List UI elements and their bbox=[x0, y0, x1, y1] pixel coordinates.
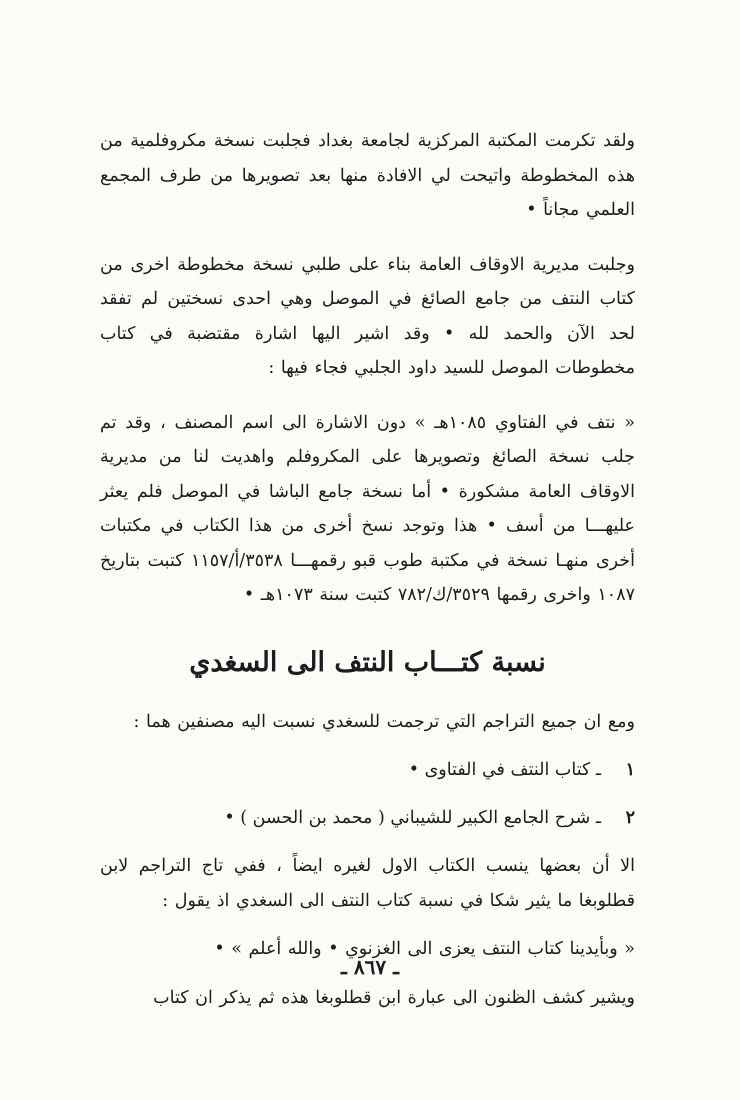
list-item bbox=[100, 801, 635, 835]
list-item-number: ١ bbox=[625, 760, 635, 780]
paragraph-ghaznawi-quote: « وبأيدينا كتاب النتف يعزى الى الغزنوي • والله أعلم » • bbox=[214, 939, 635, 959]
paragraph-kashf-al-zunun: ويشير كشف الظنون الى عبارة ابن قطلوبغا هذه ثم يذكر ان كتاب bbox=[153, 987, 635, 1008]
list-item-number: ٢ bbox=[625, 808, 635, 828]
list-item-text: ـ شرح الجامع الكبير للشيباني ( محمد بن الحسن ) • bbox=[224, 808, 601, 828]
paragraph-works-intro: ومع ان جميع التراجم التي ترجمت للسغدي نسبت اليه مصنفين هما : bbox=[133, 711, 635, 732]
paragraph-quotation-manuscripts: « نتف في الفتاوي ١٠٨٥هـ » دون الاشارة الى اسم المصنف ، وقد تم جلب نسخة الصائغ وتصويرها على المكروفلم واهديت لنا من مديرية الاوقاف العامة مشكورة • أما نسخة جامع الباشا في الموصل فلم يعثر عليهـــا من أسف • هذا وتوجد نسخ أخرى من هذا الكتاب في مكتبات أخرى منهـا نسخة في مكتبة طوب قبو رقمهـــا ٣٥٣٨/أ/١١٥٧ كتبت بتاريخ ١٠٨٧ واخرى رقمها ٣٥٢٩/ك/٧٨٢ كتبت سنة ١٠٧٣هـ • bbox=[100, 412, 636, 605]
page-number: ـ ٨٦٧ ـ bbox=[341, 955, 399, 979]
section-heading: نسبة كتـــاب النتف الى السغدي bbox=[189, 646, 546, 678]
list-item-text: ـ كتاب النتف في الفتاوى • bbox=[408, 760, 601, 780]
list-item bbox=[100, 753, 635, 787]
paragraph-awqaf-copy: وجلبت مديرية الاوقاف العامة بناء على طلبي نسخة مخطوطة اخرى من كتاب النتف من جامع الصائغ في الموصل وهي احدى نسختين لم تفقد لحد الآن والحمد لله • وقد اشير اليها اشارة مقتضبة في كتاب مخطوطات الموصل للسيد داود الجلبي فجاء فيها : bbox=[100, 254, 635, 378]
document-page bbox=[100, 124, 636, 1008]
paragraph-microfilm-copy: ولقد تكرمت المكتبة المركزية لجامعة بغداد فجلبت نسخة مكروفلمية من هذه المخطوطة واتيحت لي الافادة منها بعد تصويرها من طرف المجمع العلمي مجاناً • bbox=[100, 131, 635, 220]
paragraph-attribution-doubt: الا أن بعضها ينسب الكتاب الاول لغيره ايضاً ، ففي تاج التراجم لابن قطلوبغا ما يثير شكا في نسبة كتاب النتف الى السغدي اذ يقول : bbox=[100, 856, 635, 911]
